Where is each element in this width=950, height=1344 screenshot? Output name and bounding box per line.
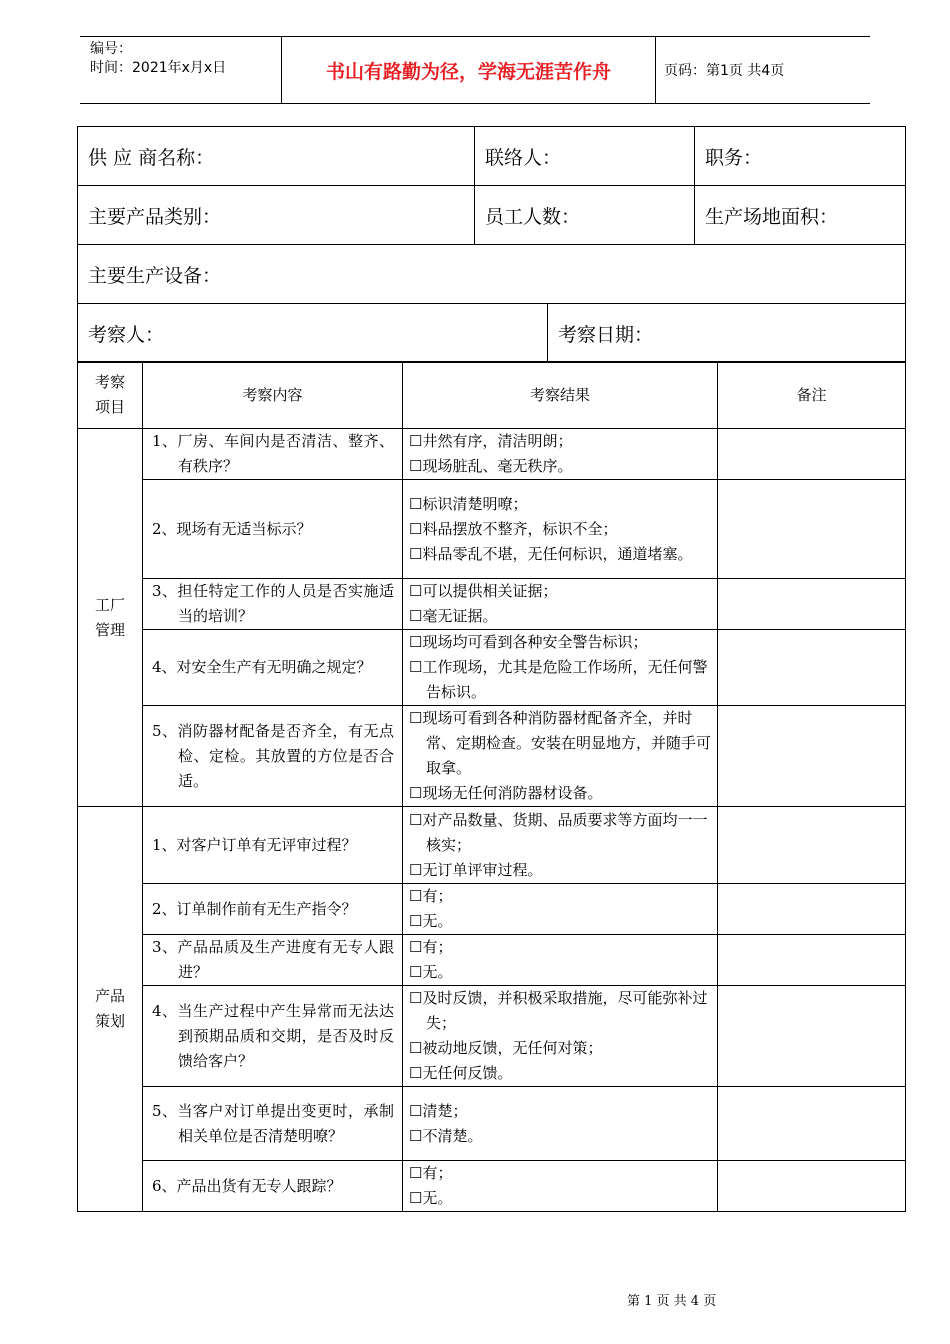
result-option[interactable]: ☐及时反馈，并积极采取措施，尽可能弥补过失； [409,989,708,1032]
remark-cell[interactable] [718,935,906,986]
result-option[interactable]: ☐不清楚。 [409,1126,483,1145]
position-field[interactable]: 职务： [695,127,906,186]
result-option[interactable]: ☐无。 [409,912,453,930]
result-option[interactable]: ☐无。 [409,963,453,981]
question-cell: 4、对安全生产有无明确之规定？ [143,630,403,706]
header-meta [90,40,226,78]
result-option[interactable]: ☐毫无证据。 [409,607,498,625]
remark-cell[interactable] [718,1161,906,1212]
header-slogan: 书山有路勤为径，学海无涯苦作舟 [281,37,656,103]
table-row [78,429,906,480]
result-option[interactable]: ☐料品摆放不整齐，标识不全； [409,519,618,538]
supplier-info-table [77,126,906,363]
result-option[interactable]: ☐标识清楚明嘹； [409,494,528,513]
number-label: 编号： [90,41,132,57]
result-cell [403,986,718,1087]
question-cell: 5、消防器材配备是否齐全，有无点检、定检。其放置的方位是否合适。 [143,706,403,807]
table-row [78,935,906,986]
result-cell [403,1087,718,1161]
table-row [78,1161,906,1212]
question-cell: 1、对客户订单有无评审过程？ [143,807,403,884]
question-cell: 5、当客户对订单提出变更时，承制相关单位是否清楚明嘹？ [143,1087,403,1161]
remark-cell[interactable] [718,986,906,1087]
result-option[interactable]: ☐可以提供相关证据； [409,582,558,600]
table-row [78,1087,906,1161]
result-option[interactable]: ☐现场可看到各种消防器材配备齐全，并时常、定期检查。安装在明显地方，并随手可取拿。 [409,709,712,777]
remark-cell[interactable] [718,807,906,884]
result-cell [403,480,718,579]
result-cell [403,884,718,935]
table-header-row [78,362,906,429]
result-option[interactable]: ☐有； [409,887,453,905]
time-label: 时间：2021年x月x日 [90,60,227,76]
result-cell [403,630,718,706]
header-content: 考察内容 [143,362,403,429]
category-cell: 工厂 管理 [78,429,143,807]
remark-cell[interactable] [718,630,906,706]
table-row [78,579,906,630]
question-cell: 2、订单制作前有无生产指令？ [143,884,403,935]
table-row [78,986,906,1087]
category-cell: 产品 策划 [78,807,143,1212]
header-page-info: 页码：第1页 共4页 [664,63,785,79]
result-option[interactable]: ☐清楚； [409,1101,468,1120]
remark-cell[interactable] [718,884,906,935]
result-option[interactable]: ☐无订单评审过程。 [409,860,543,879]
employee-count-field[interactable]: 员工人数： [475,186,695,245]
result-option[interactable]: ☐井然有序，清洁明朗； [409,432,573,450]
result-option[interactable]: ☐无。 [409,1189,453,1207]
table-row [78,807,906,884]
result-cell [403,706,718,807]
remark-cell[interactable] [718,706,906,807]
result-cell [403,1161,718,1212]
remark-cell[interactable] [718,1087,906,1161]
result-option[interactable]: ☐工作现场，尤其是危险工作场所，无任何警告标识。 [409,658,708,701]
result-option[interactable]: ☐现场无任何消防器材设备。 [409,784,603,802]
table-row [78,706,906,807]
remark-cell[interactable] [718,579,906,630]
inspection-table [77,361,906,1212]
page-header [80,36,870,104]
question-cell: 3、担任特定工作的人员是否实施适当的培训？ [143,579,403,630]
result-cell [403,579,718,630]
result-option[interactable]: ☐现场脏乱、毫无秩序。 [409,457,573,475]
inspector-field[interactable]: 考察人： [78,304,548,363]
question-cell: 1、厂房、车间内是否清洁、整齐、有秩序？ [143,429,403,480]
result-option[interactable]: ☐现场均可看到各种安全警告标识； [409,633,648,651]
result-cell [403,935,718,986]
question-cell: 4、当生产过程中产生异常而无法达到预期品质和交期，是否及时反馈给客户？ [143,986,403,1087]
header-result: 考察结果 [403,362,718,429]
table-row [78,480,906,579]
product-category-field[interactable]: 主要产品类别： [78,186,475,245]
result-option[interactable]: ☐有； [409,1164,453,1182]
result-cell [403,429,718,480]
table-row [78,630,906,706]
equipment-field[interactable]: 主要生产设备： [78,245,906,304]
remark-cell[interactable] [718,480,906,579]
result-cell [403,807,718,884]
site-area-field[interactable]: 生产场地面积： [695,186,906,245]
result-option[interactable]: ☐无任何反馈。 [409,1064,513,1082]
contact-field[interactable]: 联络人： [475,127,695,186]
question-cell: 3、产品品质及生产进度有无专人跟进？ [143,935,403,986]
supplier-name-field[interactable]: 供 应 商名称： [78,127,475,186]
result-option[interactable]: ☐有； [409,938,453,956]
remark-cell[interactable] [718,429,906,480]
result-option[interactable]: ☐对产品数量、货期、品质要求等方面均一一核实； [409,810,708,854]
question-cell: 2、现场有无适当标示？ [143,480,403,579]
result-option[interactable]: ☐被动地反馈，无任何对策； [409,1039,603,1057]
inspection-date-field[interactable]: 考察日期： [548,304,906,363]
result-option[interactable]: ☐料品零乱不堪，无任何标识，通道堵塞。 [409,544,693,563]
question-cell: 6、产品出货有无专人跟踪？ [143,1161,403,1212]
header-item: 考察 项目 [78,362,143,429]
page-footer: 第 1 页 共 4 页 [627,1294,717,1309]
table-row [78,884,906,935]
header-remark: 备注 [718,362,906,429]
